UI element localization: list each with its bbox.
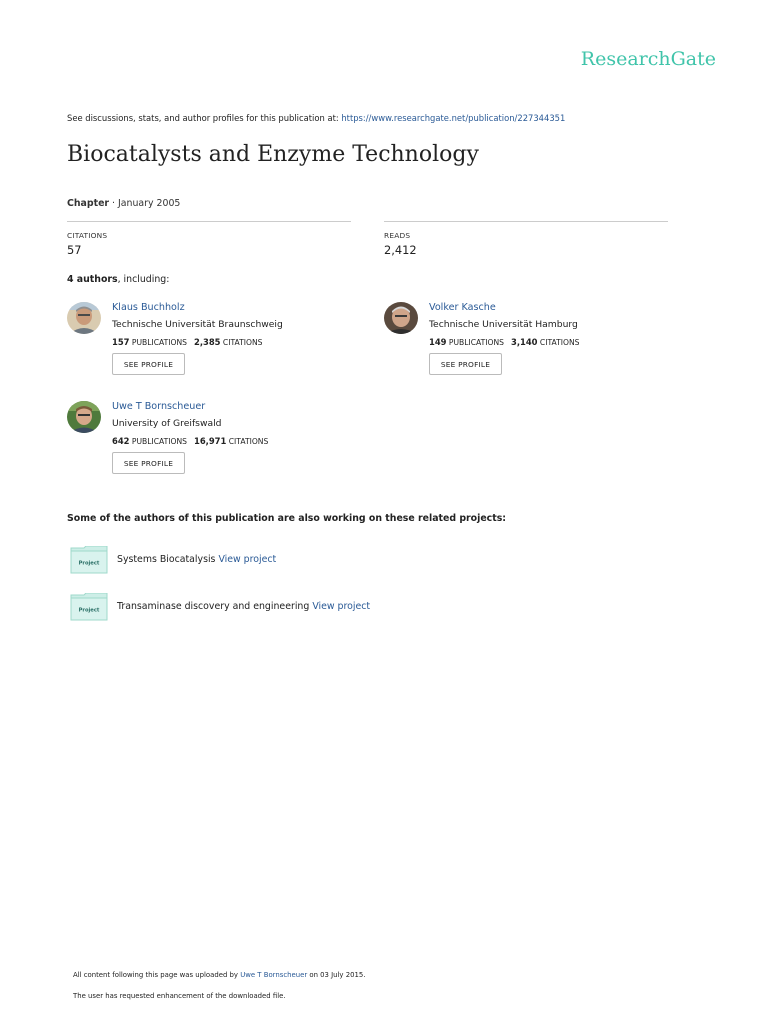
publications-count: 642: [112, 436, 130, 446]
citations-label: CITATIONS: [228, 437, 269, 446]
project-text: [117, 601, 370, 612]
upload-note: [73, 971, 365, 979]
intro-text: See discussions, stats, and author profiles for this publication at:: [67, 113, 339, 123]
publications-count: 157: [112, 337, 130, 347]
intro-line: [67, 113, 565, 123]
view-project-link[interactable]: View project: [312, 601, 371, 612]
project-text: [117, 554, 276, 565]
citations-count: 16,971: [194, 436, 227, 446]
see-profile-button[interactable]: SEE PROFILE: [112, 353, 185, 375]
publications-label: PUBLICATIONS: [448, 338, 504, 347]
author-stats: [112, 436, 268, 446]
publication-url-link[interactable]: https://www.researchgate.net/publication/227344351: [341, 113, 566, 123]
author-name-link[interactable]: Volker Kasche: [429, 302, 496, 313]
authors-count: 4 authors: [67, 274, 118, 285]
researchgate-logo[interactable]: ResearchGate: [580, 48, 716, 70]
project-icon-label: Project: [78, 607, 100, 614]
avatar[interactable]: [67, 401, 101, 433]
uploader-link[interactable]: Uwe T Bornscheuer: [240, 971, 308, 979]
author-stats: [429, 337, 579, 347]
upload-note-suffix: on 03 July 2015.: [309, 971, 366, 979]
citations-count: 2,385: [194, 337, 221, 347]
reads-value: 2,412: [384, 243, 417, 257]
citations-label: CITATIONS: [539, 338, 580, 347]
publications-label: PUBLICATIONS: [131, 338, 187, 347]
publication-title: Biocatalysts and Enzyme Technology: [67, 142, 479, 167]
project-name: Systems Biocatalysis: [117, 554, 216, 565]
author-card: [67, 302, 347, 382]
avatar[interactable]: [67, 302, 101, 334]
citations-label: CITATIONS: [67, 231, 108, 240]
upload-note-prefix: All content following this page was uploaded by: [73, 971, 238, 979]
view-project-link[interactable]: View project: [218, 554, 277, 565]
avatar[interactable]: [384, 302, 418, 334]
reads-label: READS: [384, 231, 411, 240]
enhancement-note: The user has requested enhancement of the downloaded file.: [73, 992, 286, 1000]
publication-meta: [67, 198, 180, 209]
project-name: Transaminase discovery and engineering: [117, 601, 310, 612]
author-name-link[interactable]: Uwe T Bornscheuer: [112, 401, 206, 412]
author-card: [384, 302, 664, 382]
citations-divider: [67, 221, 351, 222]
project-folder-icon: [70, 546, 108, 574]
authors-suffix: , including:: [117, 274, 170, 285]
author-institution: Technische Universität Braunschweig: [112, 319, 283, 330]
citations-count: 3,140: [511, 337, 538, 347]
see-profile-button[interactable]: SEE PROFILE: [112, 452, 185, 474]
reads-divider: [384, 221, 668, 222]
project-icon-label: Project: [78, 560, 100, 567]
authors-summary: [67, 274, 169, 285]
author-stats: [112, 337, 262, 347]
publications-count: 149: [429, 337, 447, 347]
author-institution: Technische Universität Hamburg: [429, 319, 578, 330]
project-row: [70, 593, 470, 623]
citations-value: 57: [67, 243, 82, 257]
author-name-link[interactable]: Klaus Buchholz: [112, 302, 185, 313]
related-projects-heading: Some of the authors of this publication are also working on these related projects:: [67, 513, 507, 524]
project-row: [70, 546, 470, 576]
citations-label: CITATIONS: [222, 338, 263, 347]
project-folder-icon: [70, 593, 108, 621]
author-card: [67, 401, 347, 481]
meta-separator: ·: [112, 198, 119, 209]
publication-date: January 2005: [118, 198, 181, 209]
author-institution: University of Greifswald: [112, 418, 222, 429]
publication-type: Chapter: [67, 198, 110, 209]
see-profile-button[interactable]: SEE PROFILE: [429, 353, 502, 375]
publications-label: PUBLICATIONS: [131, 437, 187, 446]
